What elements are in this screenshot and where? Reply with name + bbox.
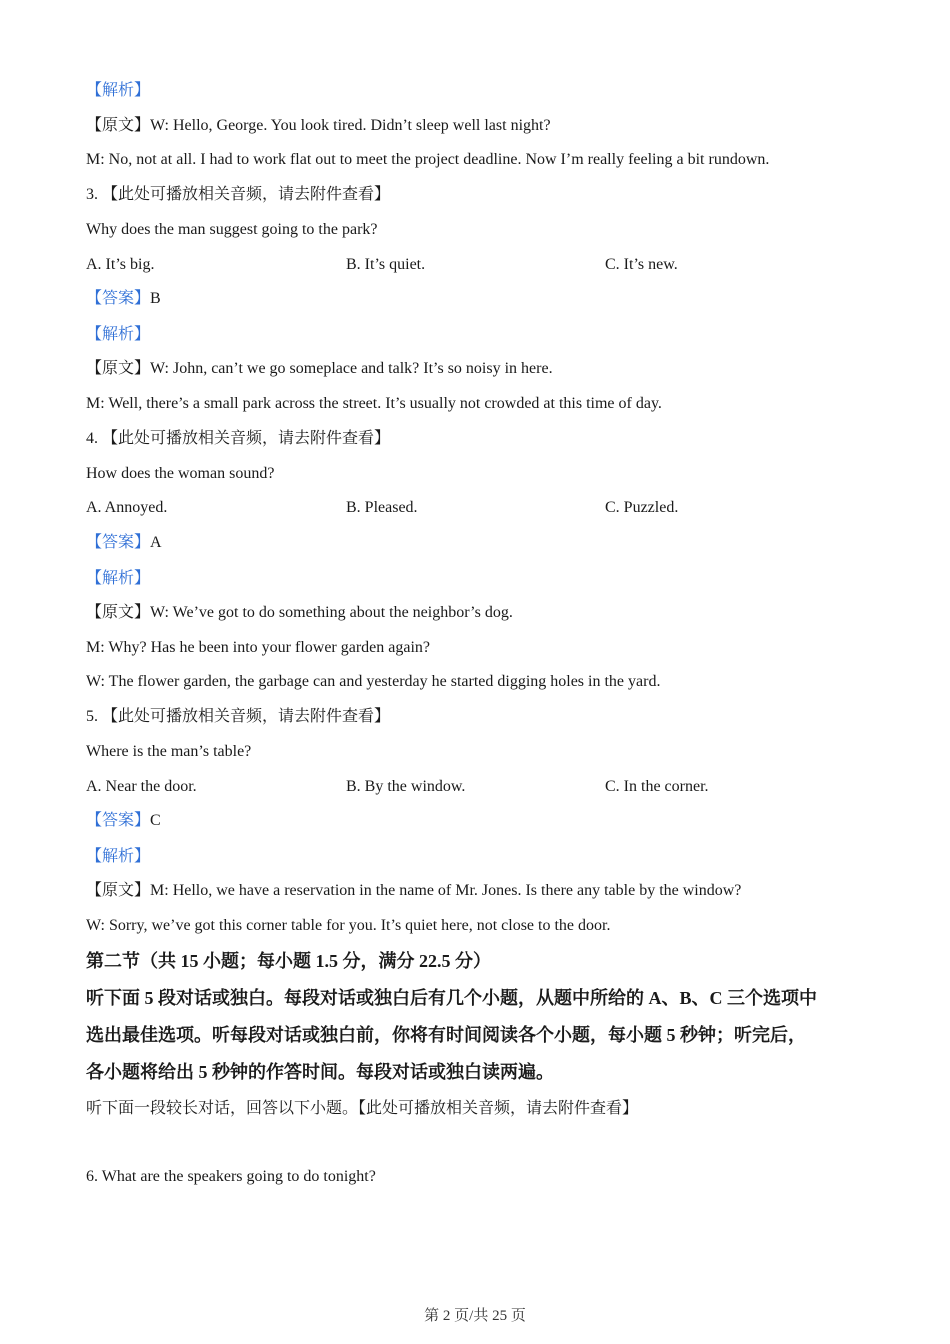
transcript-line bbox=[86, 881, 741, 901]
option-c: C. It’s new. bbox=[605, 256, 678, 273]
analysis-tag: 【解析】 bbox=[86, 82, 151, 99]
question-header: 3. 【此处可播放相关音频，请去附件查看】 bbox=[86, 186, 391, 203]
transcript-line bbox=[86, 603, 513, 623]
transcript-text: W: We’ve got to do something about the neighbor’s dog. bbox=[150, 604, 513, 621]
option-c: C. In the corner. bbox=[605, 778, 709, 795]
transcript-line: W: The flower garden, the garbage can and yesterday he started digging holes in the yard. bbox=[86, 673, 661, 690]
answer-tag: 【答案】 bbox=[86, 290, 151, 307]
option-b: B. By the window. bbox=[346, 778, 466, 795]
answer-line bbox=[86, 811, 161, 831]
answer-line bbox=[86, 289, 161, 309]
question-text: 6. What are the speakers going to do tonight? bbox=[86, 1168, 376, 1185]
transcript-tag: 【原文】 bbox=[86, 882, 151, 899]
option-a: A. Near the door. bbox=[86, 778, 197, 795]
question-text: Why does the man suggest going to the park? bbox=[86, 221, 378, 238]
option-c: C. Puzzled. bbox=[605, 499, 679, 516]
transcript-line: M: Well, there’s a small park across the street. It’s usually not crowded at this time of day. bbox=[86, 395, 662, 412]
transcript-line: W: Sorry, we’ve got this corner table for you. It’s quiet here, not close to the door. bbox=[86, 917, 611, 934]
transcript-tag: 【原文】 bbox=[86, 604, 151, 621]
analysis-label bbox=[86, 325, 150, 345]
analysis-label bbox=[86, 847, 150, 867]
transcript-tag: 【原文】 bbox=[86, 360, 151, 377]
transcript-text: W: Hello, George. You look tired. Didn’t sleep well last night? bbox=[150, 117, 551, 134]
section-intro: 听下面一段较长对话，回答以下小题。【此处可播放相关音频，请去附件查看】 bbox=[86, 1100, 639, 1117]
analysis-label bbox=[86, 569, 150, 589]
transcript-text: W: John, can’t we go someplace and talk? It’s so noisy in here. bbox=[150, 360, 553, 377]
question-text: Where is the man’s table? bbox=[86, 743, 252, 760]
answer-tag: 【答案】 bbox=[86, 812, 151, 829]
transcript-line: M: Why? Has he been into your flower garden again? bbox=[86, 639, 431, 656]
answer-line bbox=[86, 533, 162, 553]
answer-tag: 【答案】 bbox=[86, 534, 151, 551]
option-a: A. Annoyed. bbox=[86, 499, 168, 516]
answer-value: A bbox=[150, 534, 162, 551]
option-a: A. It’s big. bbox=[86, 256, 155, 273]
transcript-text: M: Hello, we have a reservation in the name of Mr. Jones. Is there any table by the window? bbox=[150, 882, 742, 899]
section-instruction: 听下面 5 段对话或独白。每段对话或独白后有几个小题，从题中所给的 A、B、C 三个选项中 bbox=[86, 988, 817, 1008]
answer-value: B bbox=[150, 290, 161, 307]
answer-value: C bbox=[150, 812, 161, 829]
analysis-label bbox=[86, 81, 150, 101]
question-header: 5. 【此处可播放相关音频，请去附件查看】 bbox=[86, 708, 391, 725]
transcript-line bbox=[86, 116, 551, 136]
question-header: 4. 【此处可播放相关音频，请去附件查看】 bbox=[86, 430, 391, 447]
page-number: 第 2 页/共 25 页 bbox=[424, 1308, 526, 1324]
question-text: How does the woman sound? bbox=[86, 465, 275, 482]
transcript-line bbox=[86, 359, 553, 379]
transcript-line: M: No, not at all. I had to work flat out to meet the project deadline. Now I’m really feeling a bit rundown. bbox=[86, 151, 770, 168]
transcript-tag: 【原文】 bbox=[86, 117, 151, 134]
analysis-tag: 【解析】 bbox=[86, 848, 151, 865]
analysis-tag: 【解析】 bbox=[86, 326, 151, 343]
option-b: B. Pleased. bbox=[346, 499, 418, 516]
analysis-tag: 【解析】 bbox=[86, 570, 151, 587]
option-b: B. It’s quiet. bbox=[346, 256, 426, 273]
section-instruction: 各小题将给出 5 秒钟的作答时间。每段对话或独白读两遍。 bbox=[86, 1062, 554, 1082]
section-instruction: 选出最佳选项。听每段对话或独白前，你将有时间阅读各个小题，每小题 5 秒钟；听完后， bbox=[86, 1025, 806, 1045]
section-title: 第二节（共 15 小题；每小题 1.5 分，满分 22.5 分） bbox=[86, 951, 491, 971]
